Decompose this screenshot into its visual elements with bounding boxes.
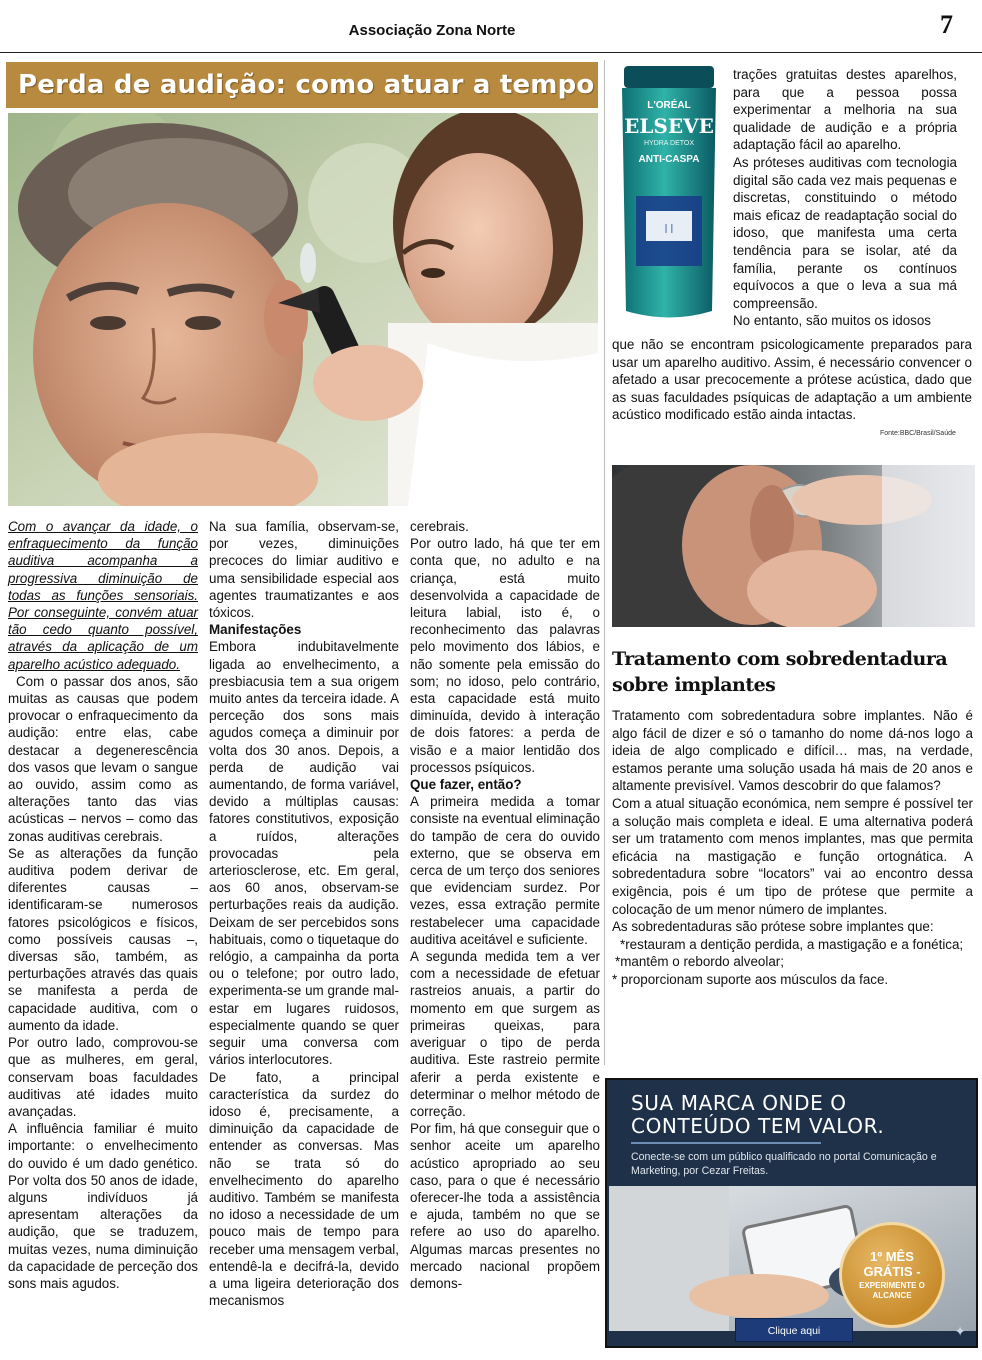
list-item: * proporcionam suporte aos músculos da face.: [612, 971, 889, 987]
advertising-banner[interactable]: [605, 1078, 978, 1348]
paragraph: As próteses auditivas com tecnologia digital são cada vez mais pequenas e discretas, constituindo o método mais eficaz de readaptação social do idoso, que manifesta uma certa tendência para se isolar, até da família, perante os contínuos equívocos a que o leva a sua má compreensão.: [733, 154, 957, 311]
ad-subtext: Conecte-se com um público qualificado no portal Comunicação e Marketing, por Cezar Freitas.: [631, 1151, 937, 1177]
paragraph: Embora indubitavelmente ligada ao envelhecimento, a presbiacusia tem a sua origem muito antes da terceira idade. A perceção dos sons mais agudos começa a diminuir por volta dos 30 anos. Depois, a perda de audição vai aumentando, de forma variável, devido a múltiplas causas: fatores constitutivos, exposição a ruídos, alterações provocadas pela arteriosclerose, etc. Em geral, aos 60 anos, observam-se perturbações reais da audição. Deixam de ser percebidos sons habituais, como o tiquetaque do relógio, a campainha da porta ou o telefone; por outro lado, experimenta-se um grande mal-estar em lugares ruidosos, especialmente quando se quer seguir uma conversa com vários interlocutores.: [209, 639, 399, 1068]
article-title: Perda de audição: como atuar a tempo: [18, 70, 595, 100]
implant-article-title: Tratamento com sobredentadura sobre implantes: [612, 648, 948, 696]
ear-examination-photo: [8, 113, 598, 506]
shampoo-brand: L'ORÉAL: [647, 100, 691, 111]
hearing-aid-fitting-photo: [612, 465, 975, 627]
ad-promo-badge: [839, 1222, 945, 1328]
column-divider: [604, 60, 605, 1065]
paragraph: Com o passar dos anos, são muitas as causas que podem provocar o enfraquecimento da audição: entre elas, cabe destacar a degenerescência dos vasos que levam o sangue ao ouvido, assim como as alterações tanto das vias acústicas – nervos – como das zonas auditivas cerebrais.: [8, 673, 198, 844]
article-source: Fonte:BBC/Brasil/Saúde: [880, 430, 956, 437]
paragraph: A primeira medida a tomar consiste na eventual eliminação do tampão de cera do ouvido externo, que se observa em cerca de um terço dos seniores que evidenciam surdez. Por vezes, essa extração permite restabelecer uma capacidade auditiva aceitável e suficiente.: [410, 794, 600, 947]
ad-headline: SUA MARCA ONDE O CONTEÚDO TEM VALOR.: [631, 1091, 885, 1138]
article-lead: Com o avançar da idade, o enfraquecimento da função auditiva acompanha a progressiva diminuição de todas as funções sensoriais. Por conseguinte, convém atuar tão cedo quanto possível, através da aplicação de um aparelho acústico adequado.: [8, 519, 198, 672]
paragraph: Com a atual situação económica, nem sempre é possível ter a solução mais completa e ideal. E uma alternativa poderá ser um tratamento com menos implantes, mas que permita eficácia na mastigação e função ortognática. A sobredentadura sobre “locators” vai ao encontro dessa exigência, pois é um tipo de prótese que permite a colocação de um menor número de implantes.: [612, 795, 973, 917]
subheading-que-fazer: Que fazer, então?: [410, 777, 522, 793]
paragraph: cerebrais.: [410, 519, 469, 534]
paragraph: De fato, a principal característica da surdez do idoso é, precisamente, a diminuição da capacidade de entender as conversas. Mas não se trata só do envelhecimento do aparelho auditivo. Também se manifesta no idoso a necessidade de um pouco mais de tempo para receber uma mensagem verbal, entendê-la e decifrá-la, devido a uma ligeira deterioração dos mecanismos: [209, 1069, 399, 1309]
newspaper-section-title: Associação Zona Norte: [348, 22, 516, 39]
shampoo-variant: ANTI-CASPA: [638, 154, 700, 165]
paragraph: que não se encontram psicologicamente preparados para usar um aparelho auditivo. Assim, é necessário convencer o afetado a usar precocemente a prótese acústica, dado que as suas faculdades psíquicas de adaptação a um ambiente acústico modificado estão ainda intactas.: [612, 337, 972, 423]
paragraph: Por outro lado, há que ter em conta que, no adulto e na criança, está muito desenvolvida a capacidade de leitura labial, isto é, o reconhecimento das palavras pelo movimento dos lábios, e não somente pela emissão do som; no idoso, pelo contrário, esta capacidade está muito diminuída, devido à interação de dois fatores: a perda de visão e a maior lentidão dos processos psíquicos.: [410, 536, 600, 775]
page-number: 7: [940, 10, 953, 39]
ad-cta-button[interactable]: Clique aqui: [735, 1318, 853, 1342]
article-continuation-wide: [612, 336, 972, 424]
shampoo-line: HYDRA DETOX: [643, 140, 695, 147]
paragraph: Por fim, há que conseguir que o senhor aceite um aparelho acústico apropriado ao seu caso, para o que é necessário oferecer-lhe toda a assistência e ajuda, também no que se refere ao uso do aparelho. Algumas marcas presentes no mercado nacional propõem demons-: [410, 1121, 600, 1291]
paragraph: No entanto, são muitos os idosos: [733, 313, 931, 329]
paragraph: Por outro lado, comprovou-se que as mulheres, em geral, conservam boas faculdades auditivas até idades muito avançadas.: [8, 1035, 198, 1119]
article-column-1: [8, 518, 198, 1292]
paragraph: A segunda medida tem a ver com a necessidade de efetuar rastreios anuais, a partir do momento em que surgem as primeiras queixas, para averiguar o tipo de perda auditiva. Este rastreio permite aferir a perda existente e determinar o melhor método de correção.: [410, 949, 600, 1119]
svg-text:| |: | |: [664, 224, 674, 234]
badge-line-2: GRÁTIS -: [863, 1263, 921, 1279]
list-item: *mantêm o rebordo alveolar;: [615, 954, 784, 970]
article-column-3: [410, 518, 600, 1292]
paragraph: As sobredentaduras são prótese sobre implantes que:: [612, 919, 934, 935]
header-divider: [0, 52, 982, 53]
badge-line-3: EXPERIMENTE O ALCANCE: [859, 1280, 925, 1300]
article-title-banner: [6, 62, 598, 108]
article-column-2: [209, 518, 399, 1309]
paragraph: A influência familiar é muito importante: o envelhecimento do ouvido é um dado genético. Por volta dos 50 anos de idade, alguns indivíduos já apresentam alterações da audição, que se traduzem, muitas vezes, numa diminuição da capacidade de perceção dos sons mais agudos.: [8, 1121, 198, 1291]
list-item: *restauram a dentição perdida, a mastigação e a fonética;: [620, 936, 964, 952]
paragraph: trações gratuitas destes aparelhos, para que a pessoa possa experimentar a melhoria na sua qualidade de audição e a própria adaptação fácil ao aparelho.: [733, 67, 957, 153]
badge-line-1: 1º MÊS: [870, 1248, 914, 1264]
paragraph: Se as alterações da função auditiva podem derivar de diferentes causas – identificaram-se numerosos fatores psicológicos e físicos, como possíveis causas –, diversas são, também, as perturbações através das quais se manifesta a perda de capacidade auditiva, com o aumento da idade.: [8, 845, 198, 1033]
subheading-manifestacoes: Manifestações: [209, 622, 302, 638]
implant-article-body: [612, 707, 973, 989]
ad-divider: [631, 1142, 821, 1144]
paragraph: Tratamento com sobredentadura sobre implantes. Não é algo fácil de dizer e só o tamanho do nome dá-nos logo a ideia de algo complicado e difícil… mas, na verdade, estamos perante uma solução usada há mais de 20 anos e altamente previsível. Vamos descobrir do que falamos?: [612, 708, 973, 794]
shampoo-product: ELSEVE: [624, 114, 714, 138]
article-continuation-top: [733, 66, 957, 330]
sparkle-icon: ✦: [954, 1323, 966, 1339]
paragraph: Na sua família, observam-se, por vezes, diminuições precoces do limiar auditivo e uma sensibilidade especial aos agentes traumatizantes e aos tóxicos.: [209, 519, 399, 621]
shampoo-advertisement[interactable]: [616, 66, 722, 326]
